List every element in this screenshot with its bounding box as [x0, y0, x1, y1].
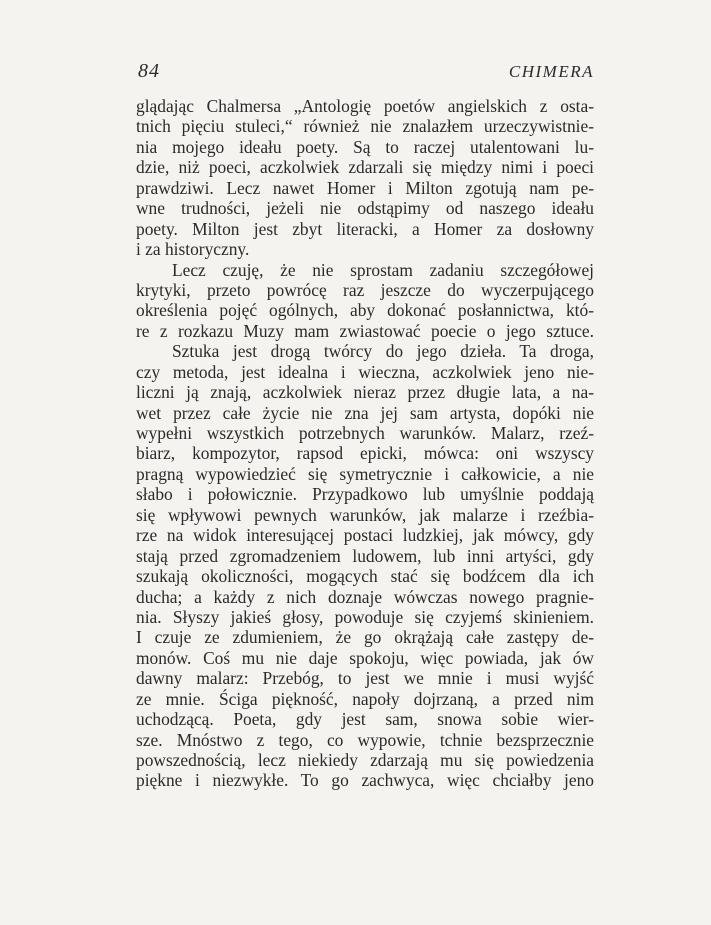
paragraph-1	[136, 96, 594, 260]
text-line: dzie, niż poeci, aczkolwiek zdarzali się między nimi i poeci	[136, 157, 594, 178]
text-line: określenia pojęć ogólnych, aby dokonać posłannictwa, któ-	[136, 300, 594, 321]
text-line: I czuje ze zdumieniem, że go okrążają całe zastępy de-	[136, 627, 594, 648]
text-line: liczni ją znają, aczkolwiek nieraz przez długie lata, a na-	[136, 382, 594, 403]
text-line: nia. Słyszy jakieś głosy, powoduje się czyjemś skinieniem.	[136, 606, 594, 627]
text-line: Lecz czuję, że nie sprostam zadaniu szczegółowej	[172, 259, 594, 280]
text-line: wet przez całe życie nie zna jej sam artysta, dopóki nie	[136, 402, 594, 423]
text-line: biarz, kompozytor, rapsod epicki, mówca: oni wszyscy	[136, 443, 594, 464]
text-line: re z rozkazu Muzy mam zwiastować poecie o jego sztuce.	[136, 320, 594, 341]
text-line: rze na widok interesującej postaci ludzkiej, jak mówcy, gdy	[136, 525, 594, 546]
text-line: nia mojego ideału poety. Są to raczej utalentowani lu-	[136, 136, 594, 157]
text-line: glądając Chalmersa „Antologię poetów angielskich z osta-	[136, 96, 594, 116]
running-title: CHIMERA	[508, 62, 594, 81]
text-line: się wpływowi pewnych warunków, jak malarze i rzeźbia-	[136, 504, 594, 525]
text-line: wne trudności, jeżeli nie odstąpimy od naszego ideału	[136, 198, 594, 219]
text-line: ze mnie. Ściga piękność, napoły dojrzaną, a przed nim	[136, 688, 594, 709]
text-line: Sztuka jest drogą twórcy do jego dzieła. Ta droga,	[172, 341, 594, 362]
text-line: krytyki, przeto powrócę raz jeszcze do wyczerpującego	[136, 279, 594, 300]
text-line: dawny malarz: Przebóg, to jest we mnie i musi wyjść	[136, 668, 594, 689]
text-line: wypełni wszystkich potrzebnych warunków. Malarz, rzeź-	[136, 423, 594, 443]
text-line: piękne i niezwykłe. To go zachwyca, więc chciałby jeno	[136, 770, 594, 791]
paragraph-2	[136, 260, 594, 342]
text-line: czy metoda, jest idealna i wieczna, aczkolwiek jeno nie-	[136, 361, 594, 382]
body-text	[136, 96, 594, 791]
text-line: słabo i połowicznie. Przypadkowo lub umyślnie poddają	[136, 484, 594, 505]
page-number: 84	[138, 60, 160, 82]
text-line: prawdziwi. Lecz nawet Homer i Milton zgotują nam pe-	[136, 177, 594, 198]
text-line: i za historyczny.	[136, 239, 250, 260]
text-line: tnich pięciu stuleci,“ również nie znalazłem urzeczywistnie-	[136, 116, 594, 137]
text-line: poety. Milton jest zbyt literacki, a Homer za dosłowny	[136, 218, 594, 239]
text-line: stają przed zgromadzeniem ludowem, lub inni artyści, gdy	[136, 545, 594, 566]
text-line: powszednością, lecz niekiedy zdarzają mu się powiedzenia	[136, 750, 594, 770]
page-header	[136, 60, 594, 86]
text-line: pragną wypowiedzieć się symetrycznie i całkowicie, a nie	[136, 463, 594, 484]
text-line: ducha; a każdy z nich doznaje wówczas nowego pragnie-	[136, 586, 594, 607]
text-line: monów. Coś mu nie daje spokoju, więc powiada, jak ów	[136, 647, 594, 668]
text-line: szukają okoliczności, mogących stać się bodźcem dla ich	[136, 566, 594, 587]
paragraph-3	[136, 341, 594, 791]
text-line: uchodzącą. Poeta, gdy jest sam, snowa sobie wier-	[136, 709, 594, 730]
text-line: sze. Mnóstwo z tego, co wypowie, tchnie bezsprzecznie	[136, 729, 594, 750]
